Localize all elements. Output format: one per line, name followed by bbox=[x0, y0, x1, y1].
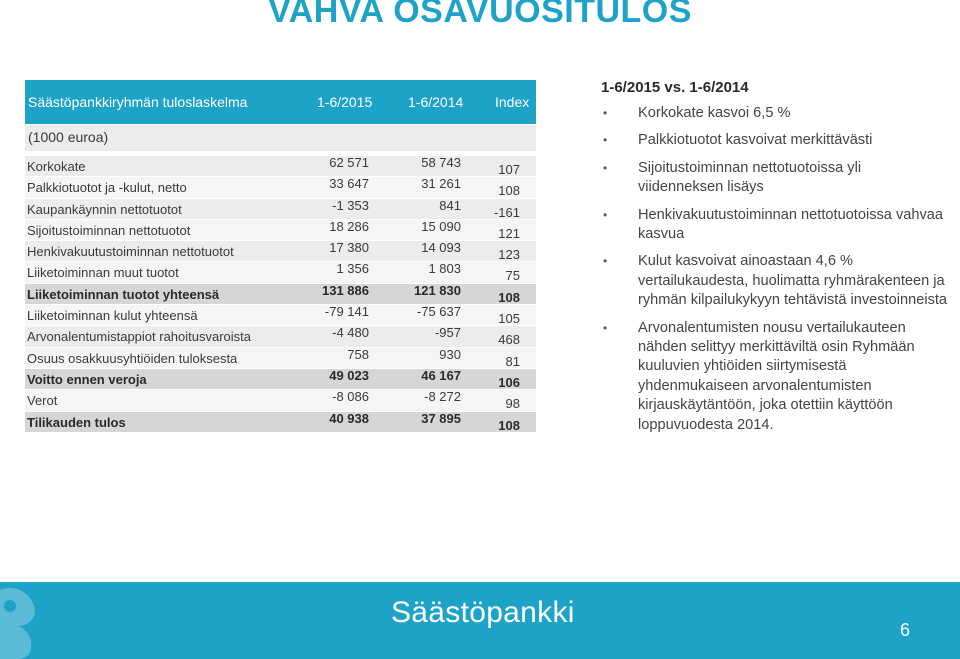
value-2015: 62 571 bbox=[329, 155, 369, 170]
summary-bullet bbox=[603, 104, 948, 123]
summary-bullet-text: Palkkiotuotot kasvoivat merkittävästi bbox=[638, 132, 873, 149]
value-2014: -957 bbox=[434, 325, 461, 341]
table-header-col-2014: 1-6/2014 bbox=[408, 94, 464, 110]
slide-title: VAHVA OSAVUOSITULOS bbox=[268, 0, 692, 30]
table-header bbox=[25, 80, 536, 124]
row-label: Voitto ennen veroja bbox=[27, 371, 147, 387]
row-label: Kaupankäynnin nettotuotot bbox=[27, 201, 182, 217]
index-value: 123 bbox=[498, 247, 520, 263]
table-row bbox=[25, 241, 536, 262]
value-2015: 131 886 bbox=[322, 282, 369, 298]
value-2015: 17 380 bbox=[329, 240, 369, 256]
table-row bbox=[25, 177, 536, 198]
brand-mark-icon bbox=[0, 582, 50, 659]
table-row bbox=[25, 262, 536, 283]
table-row bbox=[25, 390, 536, 411]
table-header-col-index: Index bbox=[495, 94, 530, 110]
bullet-icon: • bbox=[603, 106, 608, 120]
index-value: 468 bbox=[498, 332, 520, 348]
bullet-icon: • bbox=[603, 207, 608, 222]
value-2015: -4 480 bbox=[332, 325, 369, 341]
row-label: Palkkiotuotot ja -kulut, netto bbox=[27, 180, 187, 196]
value-2015: 33 647 bbox=[329, 176, 369, 192]
value-2014: 14 093 bbox=[421, 240, 461, 256]
index-value: 108 bbox=[498, 417, 520, 433]
income-statement-table bbox=[25, 156, 536, 433]
value-2014: 15 090 bbox=[421, 218, 461, 234]
table-row bbox=[25, 348, 536, 369]
summary-bullet bbox=[603, 206, 948, 245]
value-2014: -75 637 bbox=[416, 304, 461, 320]
index-value: 105 bbox=[498, 311, 520, 327]
bullet-icon: • bbox=[603, 320, 608, 335]
row-label: Liiketoiminnan muut tuotot bbox=[27, 265, 179, 281]
value-2015: 40 938 bbox=[329, 410, 369, 426]
row-label: Tilikauden tulos bbox=[27, 414, 126, 430]
summary-bullet-text: Sijoitustoiminnan nettotuotoissa yli viidenneksen lisäys bbox=[638, 159, 862, 196]
row-label: Liiketoiminnan kulut yhteensä bbox=[27, 308, 198, 324]
value-2014: 58 743 bbox=[421, 155, 461, 170]
summary-bullet bbox=[603, 159, 948, 198]
index-value: 98 bbox=[505, 396, 520, 412]
value-2014: 46 167 bbox=[421, 367, 461, 383]
value-2015: 1 356 bbox=[336, 261, 369, 277]
value-2015: -1 353 bbox=[332, 197, 369, 213]
bullet-icon: • bbox=[603, 133, 608, 148]
summary-bullet-text: Kulut kasvoivat ainoastaan 4,6 % vertailukaudesta, huolimatta ryhmärakenteen ja ryhmän kilpailukykyyn tehtävistä investoinneista bbox=[638, 253, 948, 309]
table-header-col-2015: 1-6/2015 bbox=[317, 94, 373, 110]
row-label: Verot bbox=[27, 393, 58, 409]
row-label: Arvonalentumistappiot rahoitusvaroista bbox=[27, 329, 252, 345]
row-label: Liiketoiminnan tuotot yhteensä bbox=[27, 286, 220, 302]
table-row bbox=[25, 156, 536, 177]
page-number: 6 bbox=[900, 620, 911, 640]
table-row bbox=[25, 369, 536, 390]
value-2014: 37 895 bbox=[421, 410, 461, 426]
summary-heading: 1-6/2015 vs. 1-6/2014 bbox=[601, 79, 749, 96]
table-units-row: (1000 euroa) bbox=[25, 124, 536, 151]
brand-logo-text: Säästöpankki bbox=[391, 596, 575, 629]
value-2014: 1 803 bbox=[428, 261, 461, 277]
value-2014: 930 bbox=[439, 346, 461, 362]
value-2014: -8 272 bbox=[424, 389, 461, 405]
value-2015: -79 141 bbox=[324, 304, 369, 320]
index-value: 75 bbox=[505, 268, 520, 284]
index-value: 106 bbox=[498, 374, 520, 390]
table-row bbox=[25, 199, 536, 220]
row-label: Osuus osakkuusyhtiöiden tuloksesta bbox=[27, 350, 238, 366]
summary-bullet bbox=[603, 131, 948, 150]
table-row bbox=[25, 220, 536, 241]
value-2015: 49 023 bbox=[329, 367, 369, 383]
summary-bullet-text: Arvonalentumisten nousu vertailukauteen nähden selittyy merkittäviltä osin Ryhmään kuuluvien yhtiöiden siirtymisestä yhdenmukaiseen arvonalentumisten kirjauskäytäntöön, joka otettiin käyttöön loppuvuodesta 2014. bbox=[638, 319, 915, 433]
index-value: 107 bbox=[498, 162, 520, 177]
index-value: 108 bbox=[498, 289, 520, 305]
summary-bullet bbox=[603, 319, 948, 435]
bullet-icon: • bbox=[603, 254, 608, 269]
value-2015: 18 286 bbox=[329, 218, 369, 234]
index-value: 121 bbox=[498, 225, 520, 241]
summary-bullet-text: Korkokate kasvoi 6,5 % bbox=[638, 105, 791, 121]
row-label: Korkokate bbox=[27, 159, 86, 174]
value-2015: -8 086 bbox=[332, 389, 369, 405]
bullet-icon: • bbox=[603, 160, 608, 175]
row-label: Sijoitustoiminnan nettotuotot bbox=[27, 222, 191, 238]
summary-bullet bbox=[603, 252, 948, 310]
index-value: 108 bbox=[498, 183, 520, 199]
footer-bar bbox=[0, 582, 960, 659]
summary-bullet-list bbox=[603, 104, 948, 443]
value-2014: 31 261 bbox=[421, 176, 461, 192]
summary-bullet-text: Henkivakuutustoiminnan nettotuotoissa vahvaa kasvua bbox=[638, 206, 944, 243]
index-value: 81 bbox=[505, 353, 520, 369]
table-header-label: Säästöpankkiryhmän tuloslaskelma bbox=[28, 94, 248, 110]
table-row bbox=[25, 305, 536, 326]
row-label: Henkivakuutustoiminnan nettotuotot bbox=[27, 244, 234, 260]
table-row bbox=[25, 284, 536, 305]
table-row bbox=[25, 412, 536, 433]
table-row bbox=[25, 326, 536, 347]
value-2014: 841 bbox=[439, 197, 461, 213]
value-2014: 121 830 bbox=[414, 282, 461, 298]
value-2015: 758 bbox=[347, 346, 369, 362]
index-value: -161 bbox=[493, 204, 520, 220]
